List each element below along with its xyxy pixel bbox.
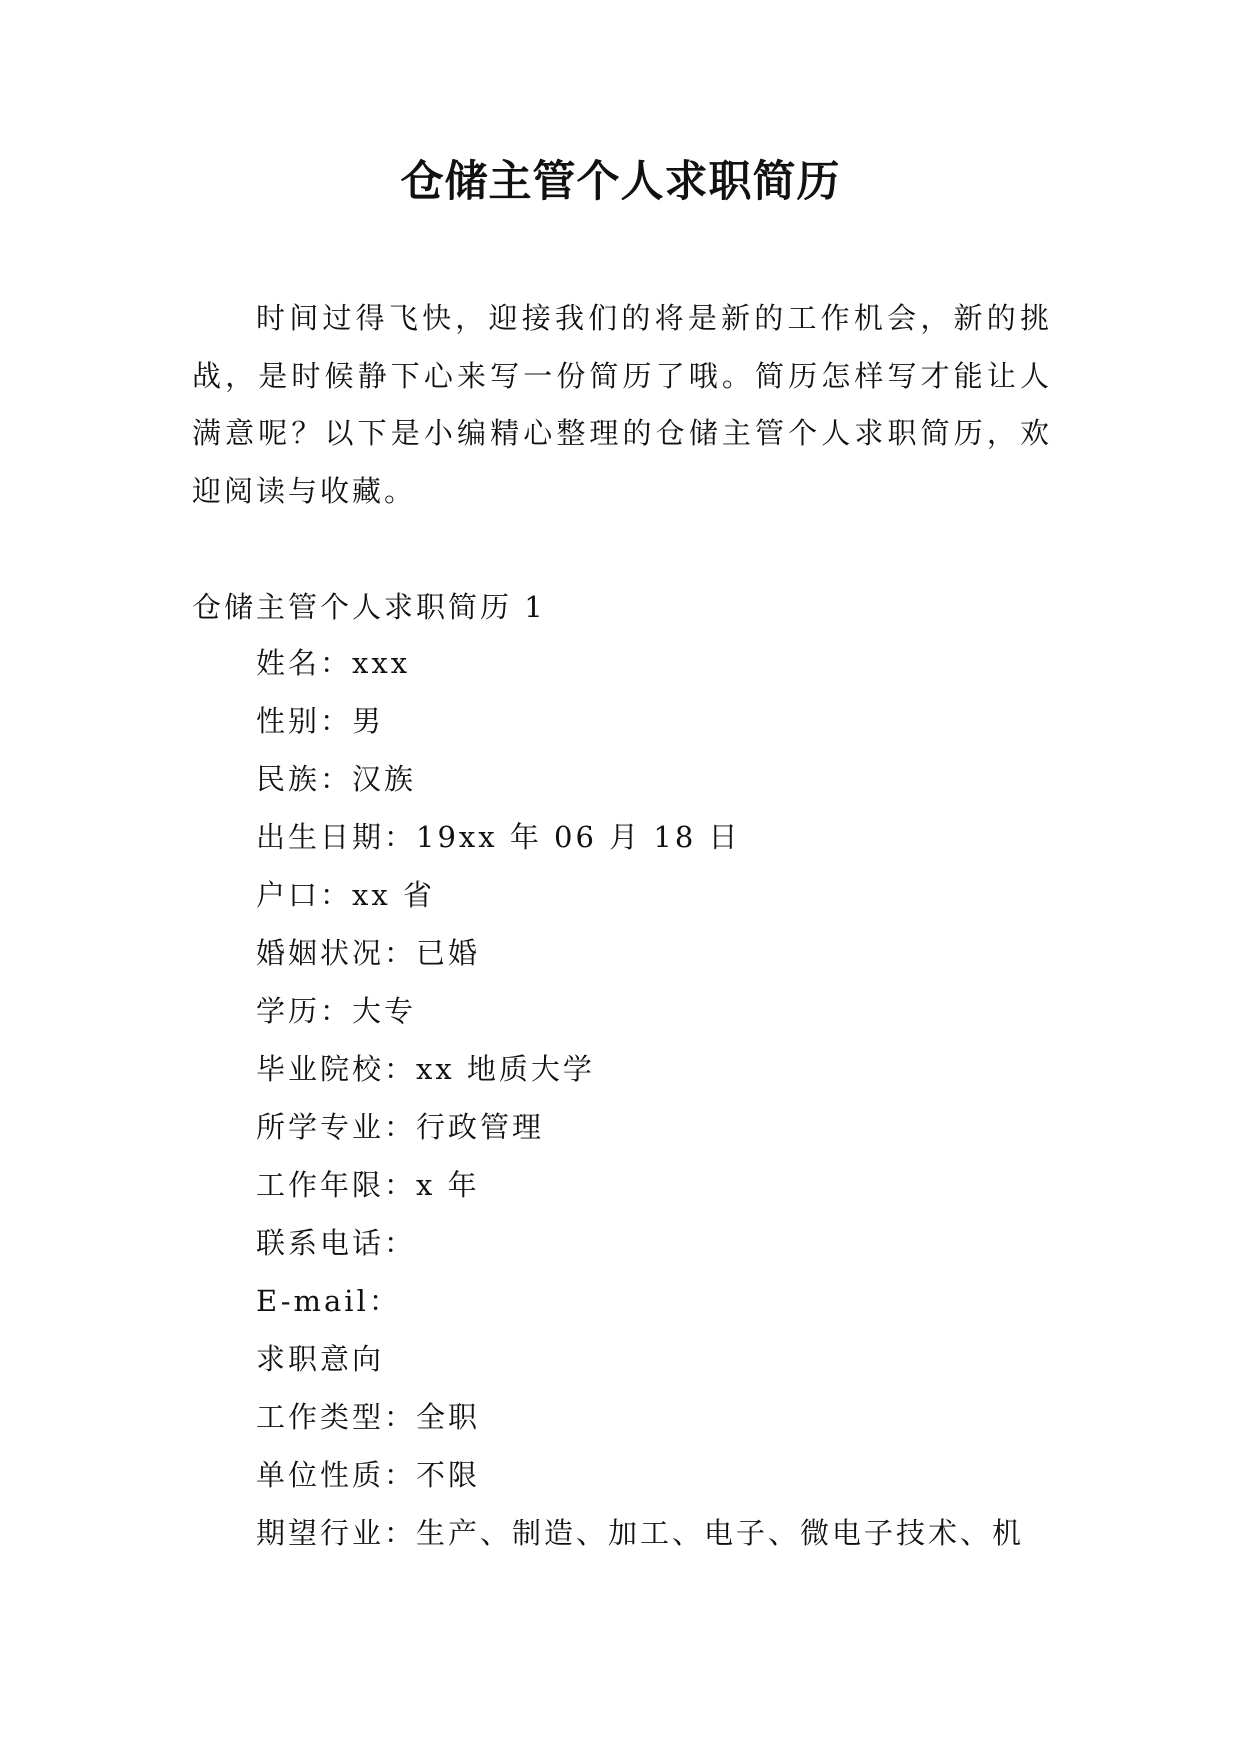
field-email: E-mail： bbox=[256, 1284, 401, 1318]
field-marital-status: 婚姻状况：已婚 bbox=[256, 936, 481, 970]
field-name: 姓名：xxx bbox=[256, 646, 411, 680]
field-job-type: 工作类型：全职 bbox=[256, 1400, 481, 1434]
intro-paragraph: 时间过得飞快，迎接我们的将是新的工作机会，新的挑战，是时候静下心来写一份简历了哦。简历怎样写才能让人满意呢？以下是小编精心整理的仓储主管个人求职简历，欢迎阅读与收藏。 bbox=[192, 301, 1052, 508]
field-school: 毕业院校：xx 地质大学 bbox=[256, 1052, 595, 1086]
field-major: 所学专业：行政管理 bbox=[256, 1110, 545, 1144]
field-gender: 性别：男 bbox=[256, 704, 385, 738]
field-expected-industry: 期望行业：生产、制造、加工、电子、微电子技术、机 bbox=[256, 1516, 1025, 1550]
section-heading: 仓储主管个人求职简历 1 bbox=[192, 590, 546, 624]
field-job-intent-heading: 求职意向 bbox=[256, 1342, 385, 1376]
field-work-years: 工作年限：x 年 bbox=[256, 1168, 480, 1202]
field-employer-type: 单位性质：不限 bbox=[256, 1458, 481, 1492]
field-education: 学历：大专 bbox=[256, 994, 417, 1028]
resume-field-list bbox=[256, 634, 1056, 1562]
field-birth-date: 出生日期：19xx 年 06 月 18 日 bbox=[256, 820, 741, 854]
document-title: 仓储主管个人求职简历 bbox=[400, 157, 841, 207]
field-hukou: 户口：xx 省 bbox=[256, 878, 435, 912]
field-ethnicity: 民族：汉族 bbox=[256, 762, 417, 796]
field-phone: 联系电话： bbox=[256, 1226, 417, 1260]
